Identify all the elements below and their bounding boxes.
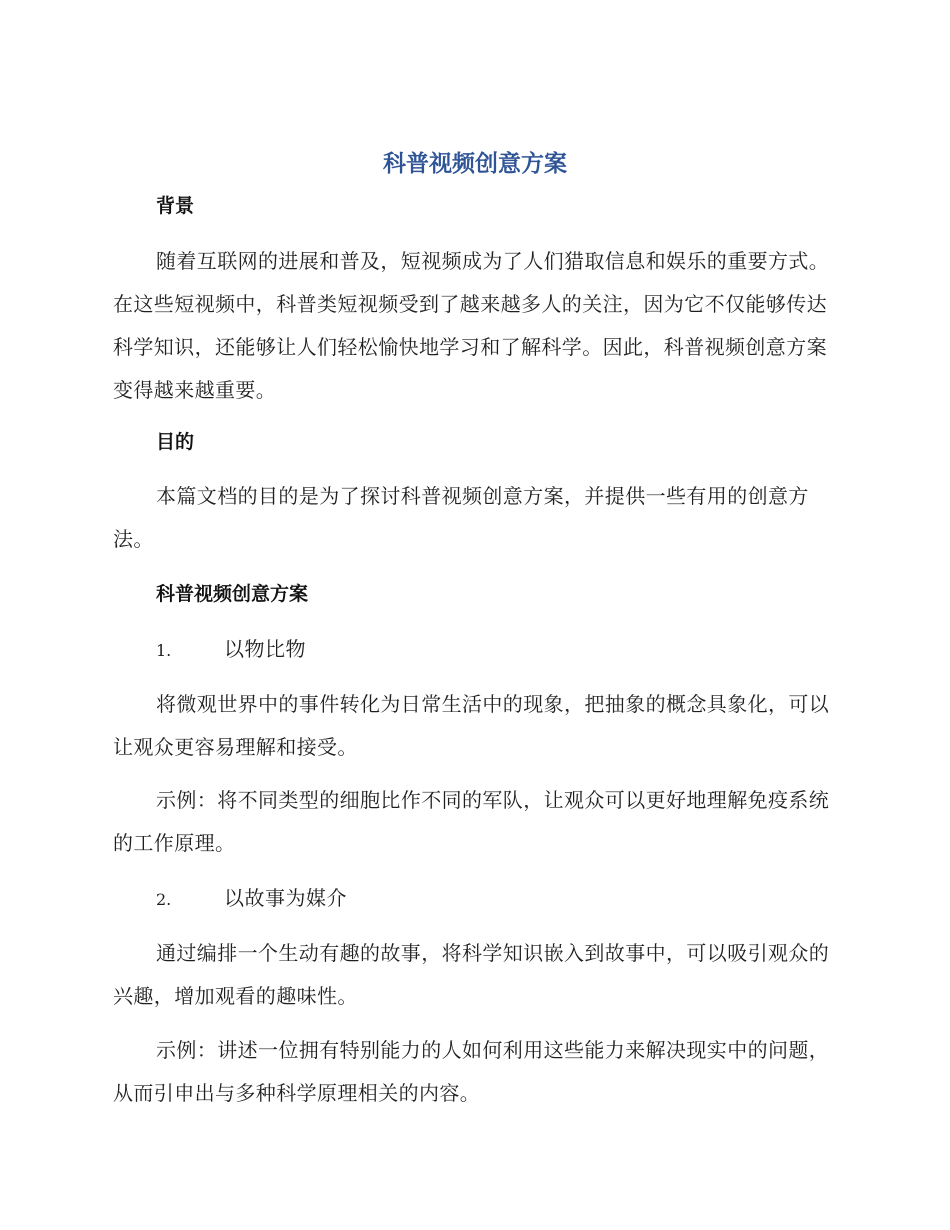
item-1-example: 示例：将不同类型的细胞比作不同的军队，让观众可以更好地理解免疫系统的工作原理。: [113, 788, 830, 855]
document-title: 科普视频创意方案: [383, 151, 567, 177]
item-2-description: 通过编排一个生动有趣的故事，将科学知识嵌入到故事中，可以吸引观众的兴趣，增加观看的趣味性。: [113, 941, 830, 1008]
list-item-2: [156, 883, 756, 915]
section-heading-background: 背景: [156, 195, 195, 217]
section-heading-purpose: 目的: [156, 431, 195, 453]
section-heading-plan: 科普视频创意方案: [156, 583, 309, 605]
purpose-paragraph: 本篇文档的目的是为了探讨科普视频创意方案，并提供一些有用的创意方法。: [113, 484, 809, 551]
item-1-description: 将微观世界中的事件转化为日常生活中的现象，把抽象的概念具象化，可以让观众更容易理解和接受。: [113, 692, 830, 759]
background-paragraph: 随着互联网的进展和普及，短视频成为了人们猎取信息和娱乐的重要方式。在这些短视频中，科普类短视频受到了越来越多人的关注，因为它不仅能够传达科学知识，还能够让人们轻松愉快地学习和了解科学。因此，科普视频创意方案变得越来越重要。: [113, 249, 830, 402]
list-item-number: 2.: [156, 890, 172, 909]
list-item-1: [156, 634, 756, 666]
list-item-number: 1.: [156, 641, 172, 660]
list-item-title: 以物比物: [224, 637, 306, 661]
item-2-example: 示例：讲述一位拥有特别能力的人如何利用这些能力来解决现实中的问题，从而引申出与多种科学原理相关的内容。: [113, 1038, 830, 1105]
list-item-title: 以故事为媒介: [224, 886, 347, 910]
